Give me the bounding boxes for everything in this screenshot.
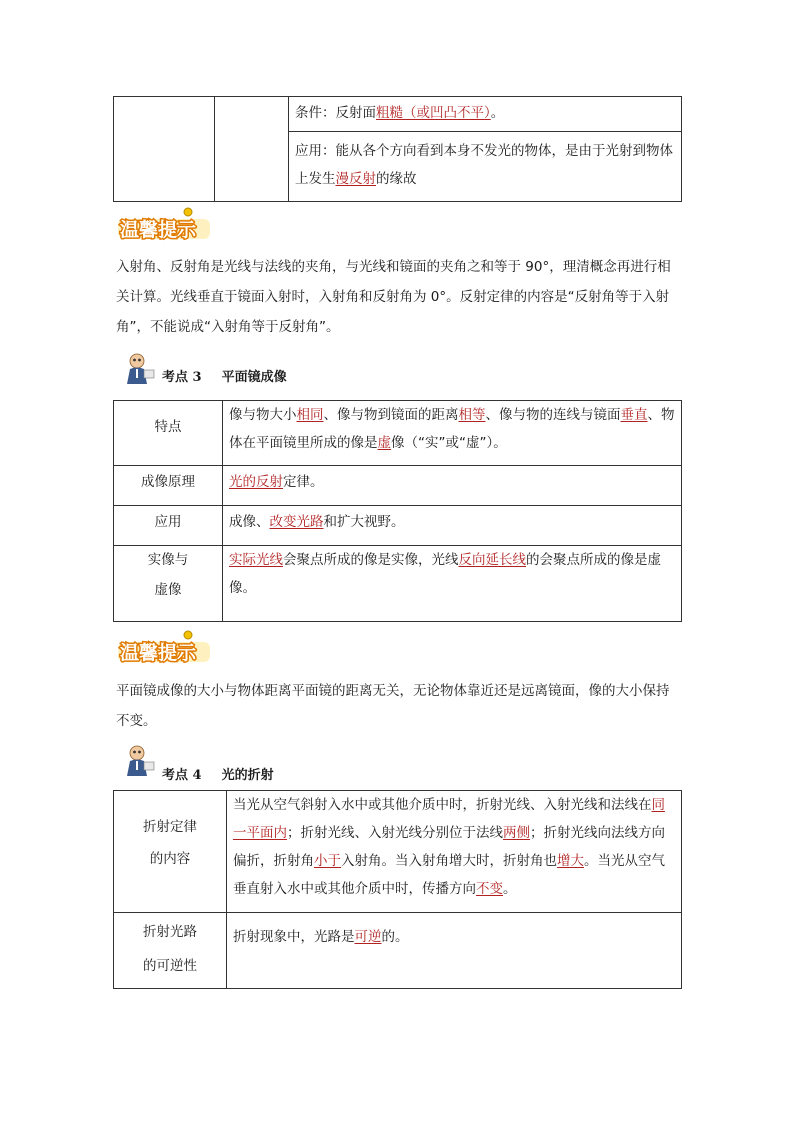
warm-tip-logo-icon [116,207,216,241]
kaodian-4-title: 光的折射 [221,768,274,783]
warm-tip-text-1: 入射角、反射角是光线与法线的夹角，与光线和镜面的夹角之和等于 90°，理清概念再进行相关计算。光线垂直于镜面入射时，入射角和反射角为 0°。反射定律的内容是“反射角等于入射角”，不能说成“入射角等于反射角”。 [116,259,671,335]
text-part: 像与物大小 [229,407,297,423]
row-label: 应用 [154,514,182,530]
row-label-line-2: 的内容 [149,851,191,867]
text-part: ；折射光线向法线方向偏折，折射角 [233,825,665,869]
warm-tip-banner-2 [116,630,216,664]
row-label: 特点 [154,419,182,435]
teacher-figure-icon [124,744,156,778]
condition-highlight: 粗糙（或凹凸不平） [376,105,491,121]
highlight-part: 相等 [458,407,486,423]
highlight-part: 光的反射 [229,474,283,490]
highlight-part: 相同 [296,407,324,423]
table-row [114,466,682,506]
text-part: 的。 [381,929,409,945]
condition-cell [289,97,682,132]
text-part: 折射现象中，光路是 [233,929,355,945]
row-label-cell [114,466,223,506]
row-content-cell [223,466,682,506]
top-table-empty-cell-2 [215,97,289,202]
highlight-part: 改变光路 [269,514,324,530]
row-label-cell [114,506,223,546]
text-part: 。当光从空气垂直射入水中或其他介质中时，传播方向 [233,853,665,897]
table-row [114,791,682,913]
application-suffix: 的缘故 [376,171,417,187]
row-label: 成像原理 [141,474,195,490]
row-label-cell [114,401,223,466]
text-part: 会聚点所成的像是实像，光线 [283,552,459,568]
text-part: 当光从空气斜射入水中或其他介质中时，折射光线、入射光线和法线在 [233,797,652,813]
kaodian-3-number: 考点 3 [162,370,202,385]
kaodian-3-label [162,366,307,385]
text-part: 入射角。当入射角增大时，折射角也 [341,853,557,869]
condition-suffix: 。 [490,105,505,121]
row-label-line-1: 折射定律 [143,819,197,835]
row-label-line-1: 实像与 [147,552,189,568]
table-row [114,546,682,622]
highlight-part: 实际光线 [229,552,283,568]
row-label-line-2: 的可逆性 [143,958,197,974]
application-prefix: 应用：能从各个方向看到本身不发光的物体，是由于光射到物体上发生 [295,143,673,187]
row-label-line-1: 折射光路 [143,924,197,940]
row-content-cell [227,791,682,913]
row-label-cell [114,546,223,622]
kaodian-4-label [162,764,294,783]
highlight-part: 垂直 [620,407,648,423]
text-part: 、物体在平面镜里所成的像是 [229,407,675,451]
kaodian-4-header [124,744,424,783]
text-part: 、像与物到镜面的距离 [323,407,459,423]
text-part: 。 [503,881,517,897]
text-part: 定律。 [283,474,324,490]
text-part: 成像、 [229,514,270,530]
row-label-line-2: 虚像 [154,582,182,598]
highlight-part: 两侧 [503,825,530,841]
tip-banner-text-1: 温馨提示 [120,219,197,241]
highlight-part: 同一平面内 [233,797,665,841]
kaodian-3-table [113,400,682,622]
highlight-part: 增大 [557,853,584,869]
highlight-part: 反向延长线 [458,552,526,568]
kaodian-3-title: 平面镜成像 [221,370,287,385]
highlight-part: 虚 [377,435,391,451]
row-label-cell [114,791,227,913]
highlight-part: 小于 [314,853,341,869]
table-row [114,401,682,466]
table-row [114,913,682,989]
highlight-part: 不变 [476,881,503,897]
teacher-figure-icon [124,352,156,386]
condition-prefix: 条件：反射面 [295,105,376,121]
row-content-cell [227,913,682,989]
text-part: 、像与物的连线与镜面 [485,407,621,423]
warm-tip-text-2: 平面镜成像的大小与物体距离平面镜的距离无关，无论物体靠近还是远离镜面，像的大小保持不变。 [116,683,670,729]
text-part: 的会聚点所成的像是虚像。 [229,552,661,596]
kaodian-4-number: 考点 4 [162,768,202,783]
top-table-empty-cell-1 [114,97,215,202]
application-highlight: 漫反射 [335,171,376,187]
row-content-cell [223,546,682,622]
kaodian-4-table [113,790,682,989]
warm-tip-logo-icon [116,630,216,664]
text-part: 像（“实”或“虚”）。 [391,435,507,451]
row-label-cell [114,913,227,989]
highlight-part: 可逆 [354,929,382,945]
warm-tip-banner-1 [116,207,216,241]
text-part: 和扩大视野。 [323,514,405,530]
row-content-cell [223,506,682,546]
top-table [113,96,682,202]
table-row [114,506,682,546]
text-part: ；折射光线、入射光线分别位于法线 [287,825,503,841]
tip-banner-text-2: 温馨提示 [120,642,197,664]
row-content-cell [223,401,682,466]
application-cell [289,132,682,202]
kaodian-3-header [124,352,424,386]
